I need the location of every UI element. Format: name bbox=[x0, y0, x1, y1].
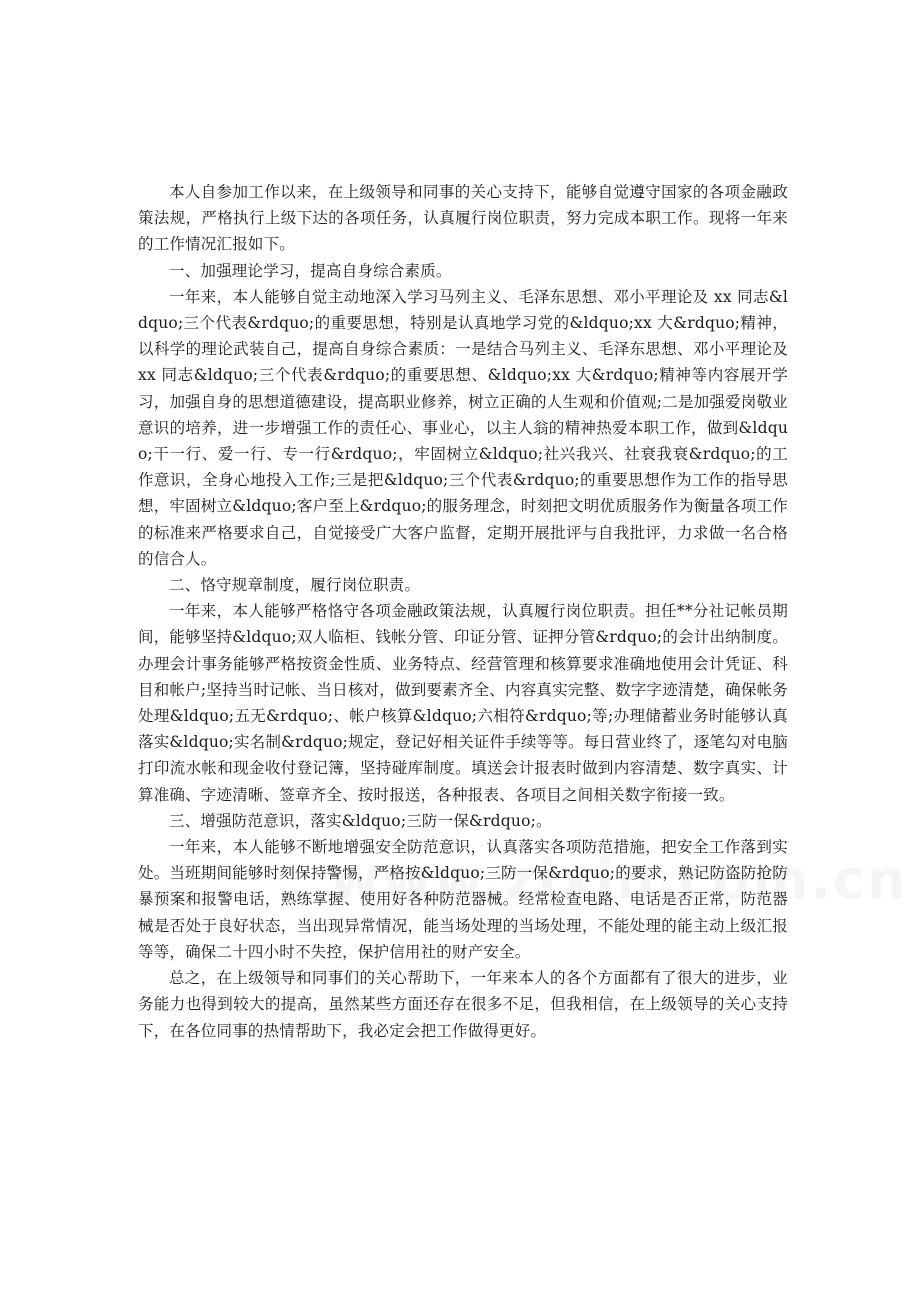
section-3-heading: 三、增强防范意识，落实&ldquo;三防一保&rdquo;。 bbox=[169, 811, 552, 830]
section-2-heading: 二、恪守规章制度，履行岗位职责。 bbox=[169, 576, 421, 595]
section-3-body: 一年来，本人能够不断地增强安全防范意识，认真落实各项防范措施，把安全工作落到实处。当班期间能够时刻保持警惕，严格按&ldquo;三防一保&rdquo;的要求，熟记防盗防抢防暴预案和报警电话，熟练掌握、使用好各种防范器械。经常检查电路、电话是否正常，防范器械是否处于良好状态，当出现异常情况，能当场处理的当场处理，不能处理的能主动上级汇报等等，确保二十四小时不失控，保护信用社的财产安全。 bbox=[138, 838, 789, 961]
section-1-body: 一年来，本人能够自觉主动地深入学习马列主义、毛泽东思想、邓小平理论及 xx 同志&ldquo;三个代表&rdquo;的重要思想，特别是认真地学习党的&ldquo;xx 大&rdquo;精神，以科学的理论武装自己，提高自身综合素质：一是结合马列主义、毛泽东思想、邓小平理论及 xx 同志&ldquo;三个代表&rdquo;的重要思想、&ldquo;xx 大&rdquo;精神等内容展开学习，加强自身的思想道德建设，提高职业修养，树立正确的人生观和价值观;二是加强爱岗敬业意识的培养，进一步增强工作的责任心、事业心，以主人翁的精神热爱本职工作，做到&ldquo;干一行、爱一行、专一行&rdquo;，牢固树立&ldquo;社兴我兴、社衰我衰&rdquo;的工作意识，全身心地投入工作;三是把&ldquo;三个代表&rdquo;的重要思想作为工作的指导思想，牢固树立&ldquo;客户至上&rdquo;的服务理念，时刻把文明优质服务作为衡量各项工作的标准来严格要求自己，自觉接受广大客户监督，定期开展批评与自我批评，力求做一名合格的信合人。 bbox=[138, 287, 788, 568]
report-body bbox=[138, 179, 788, 1044]
conclusion-paragraph: 总之，在上级领导和同事们的关心帮助下，一年来本人的各个方面都有了很大的进步，业务能力也得到较大的提高，虽然某些方面还存在很多不足，但我相信，在上级领导的关心支持下，在各位同事的热情帮助下，我必定会把工作做得更好。 bbox=[138, 969, 788, 1040]
section-1-heading: 一、加强理论学习，提高自身综合素质。 bbox=[169, 261, 452, 280]
section-2-body: 一年来，本人能够严格恪守各项金融政策法规，认真履行岗位职责。担任**分社记帐员期间，能够坚持&ldquo;双人临柜、钱帐分管、印证分管、证押分管&rdquo;的会计出纳制度。办理会计事务能够严格按资金性质、业务特点、经营管理和核算要求准确地使用会计凭证、科目和帐户;坚持当时记帐、当日核对，做到要素齐全、内容真实完整、数字字迹清楚，确保帐务处理&ldquo;五无&rdquo;、帐户核算&ldquo;六相符&rdquo;等;办理储蓄业务时能够认真落实&ldquo;实名制&rdquo;规定，登记好相关证件手续等等。每日营业终了，逐笔勾对电脑打印流水帐和现金收付登记簿，坚持碰库制度。填送会计报表时做到内容清楚、数字真实、计算准确、字迹清晰、签章齐全、按时报送，各种报表、各项目之间相关数字衔接一致。 bbox=[138, 602, 789, 804]
intro-paragraph: 本人自参加工作以来，在上级领导和同事的关心支持下，能够自觉遵守国家的各项金融政策法规，严格执行上级下达的各项任务，认真履行岗位职责，努力完成本职工作。现将一年来的工作情况汇报如下。 bbox=[138, 183, 788, 254]
